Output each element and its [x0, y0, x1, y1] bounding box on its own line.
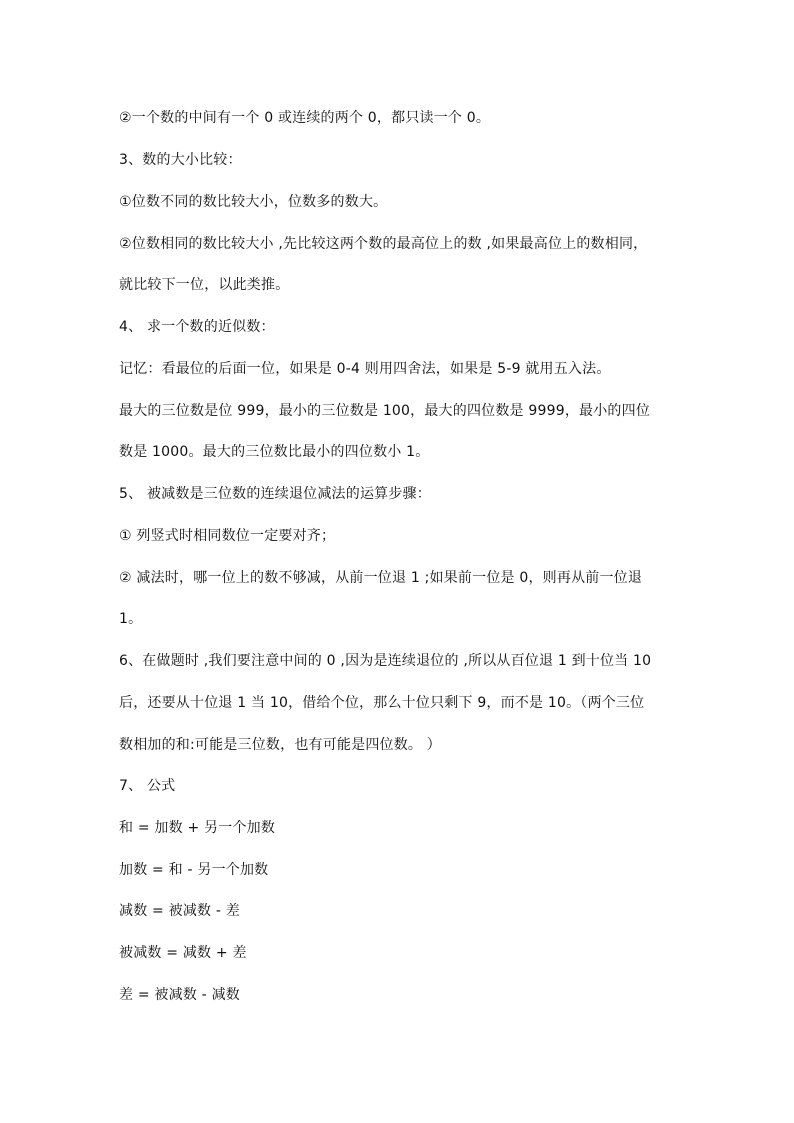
section-heading-4: 4、 求一个数的近似数： [119, 319, 275, 335]
text-line: ②位数相同的数比较大小 ,先比较这两个数的最高位上的数 ,如果最高位上的数相同， [119, 236, 648, 252]
text-line: ② 减法时，哪一位上的数不够减，从前一位退 1 ;如果前一位是 0，则再从前一位退 [119, 570, 643, 586]
formula-line: 被减数 = 减数 + 差 [119, 945, 247, 961]
section-heading-3: 3、数的大小比较： [119, 152, 242, 168]
text-line: ①位数不同的数比较大小，位数多的数大。 [119, 194, 388, 210]
text-line: 数是 1000。最大的三位数比最小的四位数小 1。 [119, 444, 430, 460]
text-line: ① 列竖式时相同数位一定要对齐； [119, 528, 336, 544]
text-line: ②一个数的中间有一个 0 或连续的两个 0，都只读一个 0。 [119, 110, 491, 126]
text-line: 数相加的和:可能是三位数，也有可能是四位数。 ） [119, 737, 441, 753]
section-heading-7: 7、 公式 [119, 778, 176, 794]
formula-line: 减数 = 被减数 - 差 [119, 903, 240, 919]
text-line: 最大的三位数是位 999，最小的三位数是 100，最大的四位数是 9999，最小的四位 [119, 403, 651, 419]
section-heading-6: 6、在做题时 ,我们要注意中间的 0 ,因为是连续退位的 ,所以从百位退 1 到十位当 10 [119, 653, 652, 669]
text-line: 1。 [119, 611, 143, 627]
formula-line: 和 = 加数 + 另一个加数 [119, 820, 276, 836]
section-heading-5: 5、 被减数是三位数的连续退位减法的运算步骤： [119, 486, 431, 502]
formula-line: 加数 = 和 - 另一个加数 [119, 862, 269, 878]
text-line: 就比较下一位，以此类推。 [119, 277, 290, 293]
text-line: 后，还要从十位退 1 当 10，借给个位，那么十位只剩下 9，而不是 10。（两个三位 [119, 695, 645, 711]
formula-line: 差 = 被减数 - 减数 [119, 987, 240, 1003]
text-line: 记忆：看最位的后面一位，如果是 0-4 则用四舍法，如果是 5-9 就用五入法。 [119, 361, 611, 377]
